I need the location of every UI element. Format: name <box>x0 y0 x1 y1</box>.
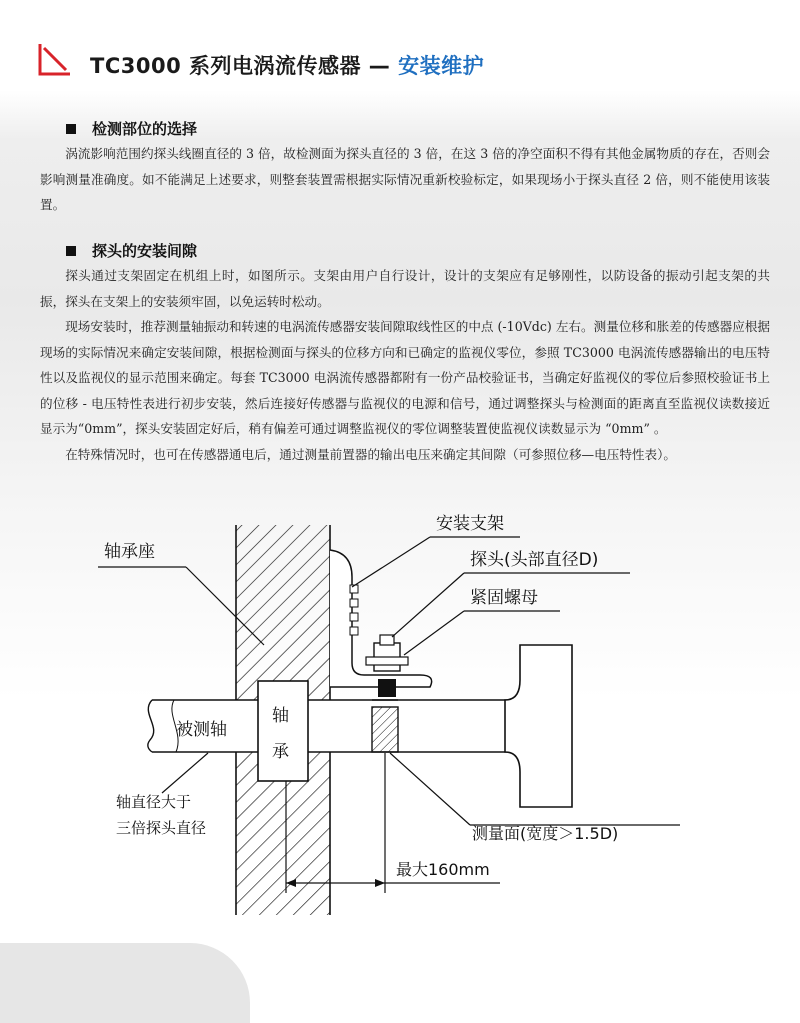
svg-text:紧固螺母: 紧固螺母 <box>470 588 538 608</box>
paragraph: 在特殊情况时，也可在传感器通电后，通过测量前置器的输出电压来确定其间隙（可参照位移—电压特性表）。 <box>65 446 676 462</box>
label-shaft-diameter-note <box>116 753 208 837</box>
bullet-square-icon <box>66 124 76 134</box>
paragraph: 现场安装时，推荐测量轴振动和转速的电涡流传感器安装间隙取线性区的中点 (-10Vdc) 左右。测量位移和胀差的传感器应根据现场的实际情况来确定安装间隙，根据检测面与探头的位移方向和已确定的监视仪零位，参照 TC3000 电涡流传感器输出的电压特性以及监视仪的显示范围来确定。每套 TC3000 电涡流传感器都附有一份产品校验证书，当确定好监视仪的零位后参照校验证书上的位移 - 电压特性表进行初步安装，然后连接好传感器与监视仪的电源和信号，通过调整探头与检测面的距离直至监视仪读数接近显示为“0mm”，探头安装固定好后，稍有偏差可通过调整监视仪的零位调整装置使监视仪读数显示为 “0mm” 。 <box>40 319 770 436</box>
paragraph: 涡流影响范围约探头线圈直径的 3 倍，故检测面为探头直径的 3 倍，在这 3 倍的净空面积不得有其他金属物质的存在，否则会影响测量准确度。如不能满足上述要求，则整套装置需根据实际情况重新校验标定，如果现场小于探头直径 2 倍，则不能使用该装置。 <box>40 146 770 212</box>
svg-text:最大160mm: 最大160mm <box>396 860 490 879</box>
bearing-label-2: 承 <box>272 742 289 762</box>
page-header <box>0 28 800 88</box>
svg-text:三倍探头直径: 三倍探头直径 <box>116 819 207 837</box>
section-heading: 探头的安装间隙 <box>66 240 770 261</box>
bullet-square-icon <box>66 246 76 256</box>
svg-text:轴承座: 轴承座 <box>104 542 155 562</box>
svg-text:安装支架: 安装支架 <box>436 514 504 534</box>
section-detection-area <box>40 118 770 218</box>
probe-installation-diagram <box>0 495 800 915</box>
svg-text:轴直径大于: 轴直径大于 <box>116 793 192 811</box>
corner-arrow-icon <box>36 40 76 80</box>
page-title <box>90 50 484 80</box>
title-main: TC3000 系列电涡流传感器 — <box>90 54 391 78</box>
title-subtitle: 安装维护 <box>398 54 485 78</box>
paragraph: 探头通过支架固定在机组上时，如图所示。支架由用户自行设计，设计的支架应有足够刚性，以防设备的振动引起支架的共振，探头在支架上的安装须牢固，以免运转时松动。 <box>40 268 770 309</box>
bearing-label-1: 轴 <box>272 706 289 726</box>
page-corner-decoration <box>0 943 250 1023</box>
section-heading: 检测部位的选择 <box>66 118 770 139</box>
svg-text:探头(头部直径D): 探头(头部直径D) <box>470 550 599 570</box>
shaft-collar <box>505 645 572 807</box>
section-installation-gap <box>40 240 770 467</box>
label-shaft: 被测轴 <box>176 720 227 740</box>
bearing-box <box>258 681 308 781</box>
svg-text:测量面(宽度＞1.5D): 测量面(宽度＞1.5D) <box>472 824 619 843</box>
